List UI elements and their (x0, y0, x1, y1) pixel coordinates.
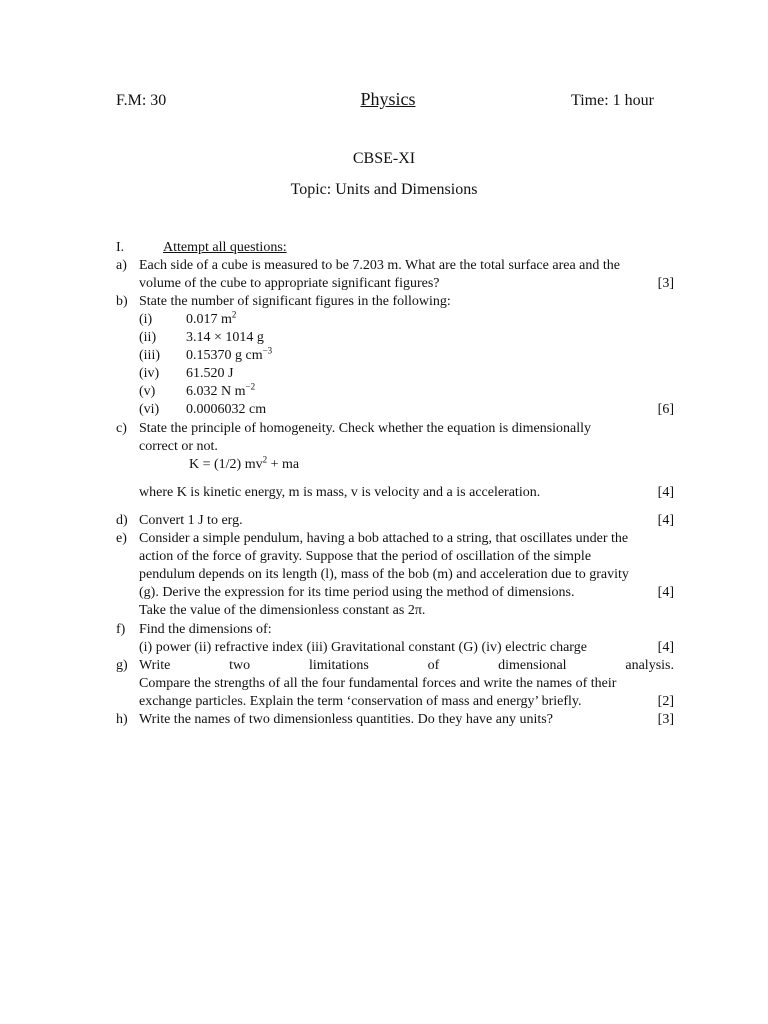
sub-item (139, 383, 676, 401)
section-title: Attempt all questions: (163, 240, 287, 255)
question-label: e) (116, 531, 127, 546)
question-marks: [2] (657, 694, 674, 709)
question-marks: [4] (657, 513, 674, 528)
class-name: CBSE-XI (352, 150, 416, 167)
question-text-line: action of the force of gravity. Suppose that the period of oscillation of the simple (139, 549, 592, 564)
question-label: h) (116, 712, 128, 727)
question-label: g) (116, 658, 128, 673)
question-text-line: (i) power (ii) refractive index (iii) Gravitational constant (G) (iv) electric charge (139, 640, 587, 655)
word: two (229, 658, 251, 673)
question-text-line: Compare the strengths of all the four fundamental forces and write the names of their (139, 676, 617, 691)
sub-item (139, 329, 676, 347)
question-marks: [6] (657, 402, 674, 417)
sub-item-numeral: (i) (139, 312, 153, 327)
sub-item-value: 6.032 N m (186, 384, 246, 399)
question-marks: [3] (657, 712, 674, 727)
question-text-line: where K is kinetic energy, m is mass, v is velocity and a is acceleration. (139, 485, 541, 500)
question-marks: [4] (657, 640, 674, 655)
word: dimensional (498, 658, 567, 673)
question-label: b) (116, 294, 128, 309)
sub-item-numeral: (iii) (139, 348, 160, 363)
equation-left: K = (1/2) mv (189, 457, 263, 472)
question-marks: [4] (657, 585, 674, 600)
paper-header (116, 89, 676, 113)
equation-exponent: 2 (262, 454, 268, 465)
question-label: d) (116, 513, 128, 528)
question-text-line: (g). Derive the expression for its time period using the method of dimensions. (139, 585, 575, 600)
question-text-line: correct or not. (139, 439, 218, 454)
time-limit: Time: 1 hour (571, 92, 654, 109)
sub-item-value: 0.15370 g cm (186, 348, 263, 363)
question-text-line: Consider a simple pendulum, having a bob attached to a string, that oscillates under the (139, 531, 629, 546)
word: limitations (308, 658, 369, 673)
sub-item-numeral: (iv) (139, 366, 160, 381)
question-text-line: Write the names of two dimensionless quantities. Do they have any units? (139, 712, 553, 727)
question-text-line: volume of the cube to appropriate significant figures? (139, 276, 440, 291)
question-text-line: Each side of a cube is measured to be 7.203 m. What are the total surface area and the (139, 258, 620, 273)
sub-item-numeral: (vi) (139, 402, 160, 417)
sub-item (139, 311, 676, 329)
sub-item-exponent: −2 (245, 381, 256, 392)
sub-item-value: 0.017 m (186, 312, 232, 327)
sub-item (139, 365, 676, 383)
equation (139, 456, 676, 474)
full-marks: F.M: 30 (116, 92, 167, 109)
question-text-line: Take the value of the dimensionless constant as 2π. (139, 603, 426, 618)
question-marks: [3] (657, 276, 674, 291)
question-text-line (139, 657, 674, 675)
question-label: a) (116, 258, 127, 273)
question-text-line: exchange particles. Explain the term ‘conservation of mass and energy’ briefly. (139, 694, 582, 709)
question-text-line: Find the dimensions of: (139, 622, 272, 637)
sub-item-value: 3.14 × 1014 g (186, 330, 264, 345)
question-label: f) (116, 622, 126, 637)
question-text-line: State the principle of homogeneity. Check whether the equation is dimensionally (139, 421, 592, 436)
question-text-line: Convert 1 J to erg. (139, 513, 243, 528)
sub-item (139, 347, 676, 365)
sub-item (139, 401, 676, 419)
word: analysis. (625, 658, 674, 673)
sub-item-numeral: (ii) (139, 330, 157, 345)
sub-item-value: 61.520 J (186, 366, 234, 381)
question-marks: [4] (657, 485, 674, 500)
equation-right: + ma (267, 457, 300, 472)
question-label: c) (116, 421, 127, 436)
sub-item-numeral: (v) (139, 384, 156, 399)
word: of (427, 658, 440, 673)
sub-item-value: 0.0006032 cm (186, 402, 267, 417)
word: Write (139, 658, 171, 673)
question-text-line: pendulum depends on its length (l), mass of the bob (m) and acceleration due to gravity (139, 567, 629, 582)
question-text-line: State the number of significant figures in the following: (139, 294, 451, 309)
sub-item-exponent: −3 (262, 345, 273, 356)
subject-title: Physics (360, 89, 416, 109)
sub-item-exponent: 2 (231, 309, 237, 320)
topic: Topic: Units and Dimensions (290, 181, 478, 198)
section-number: I. (116, 240, 125, 255)
